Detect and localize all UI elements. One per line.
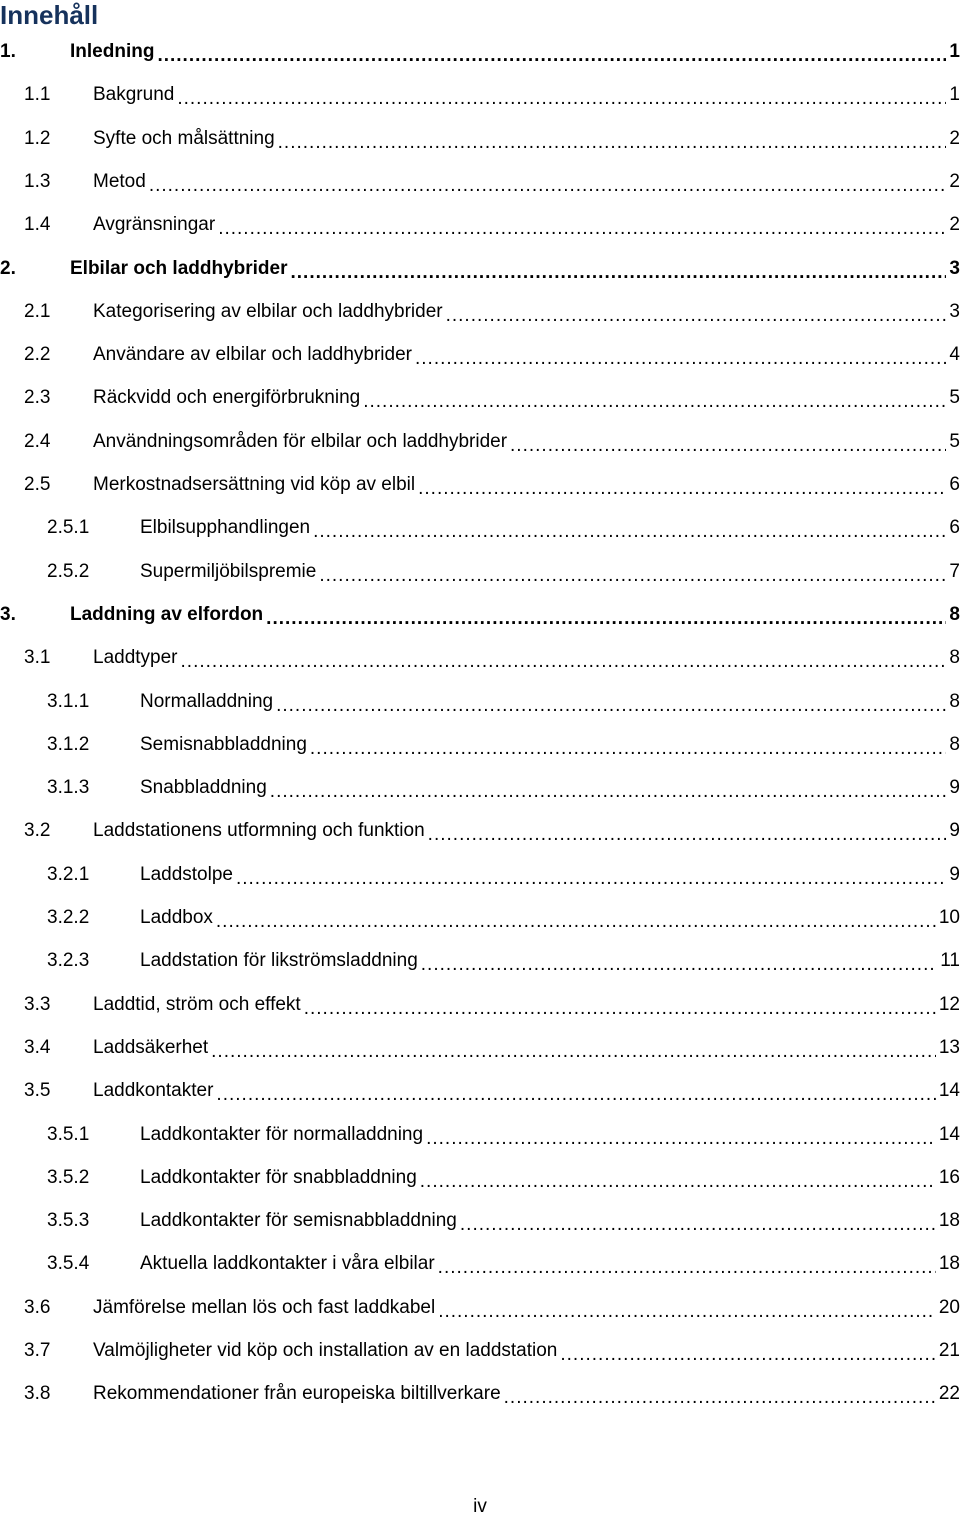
toc-entry[interactable] [0, 427, 960, 457]
dot-leader [415, 348, 946, 370]
dot-leader [426, 1128, 936, 1150]
toc-entry[interactable] [0, 513, 960, 543]
toc-entry-page: 1 [949, 84, 960, 106]
toc-entry-page: 8 [949, 603, 960, 625]
dot-leader [363, 391, 946, 413]
toc-entry-page: 3 [949, 257, 960, 279]
toc-entry[interactable] [0, 1293, 960, 1323]
toc-entry[interactable] [0, 773, 960, 803]
toc-entry-title: Valmöjligheter vid köp och installation av en laddstation [93, 1340, 558, 1361]
toc-entry-title: Bakgrund [93, 84, 175, 106]
toc-entry-title: Laddstationens utformning och funktion [93, 820, 425, 842]
toc-entry-title: Laddsäkerhet [93, 1036, 209, 1058]
toc-entry-number: 2.2 [24, 344, 51, 366]
dot-leader [304, 998, 936, 1020]
toc-entry[interactable] [0, 210, 960, 240]
toc-entry[interactable] [0, 37, 960, 67]
toc-entry-page: 8 [949, 733, 960, 755]
toc-entry-title: Laddtid, ström och effekt [93, 993, 301, 1015]
toc-heading: Innehåll [0, 0, 99, 30]
toc-entry-title: Supermiljöbilspremie [140, 560, 317, 582]
dot-leader [446, 305, 947, 327]
toc-entry-page: 11 [940, 950, 960, 972]
toc-entry-number: 1.2 [24, 127, 51, 149]
dot-leader [266, 608, 946, 630]
toc-entry[interactable] [0, 1379, 960, 1409]
dot-leader [418, 478, 946, 500]
toc-entry-page: 21 [938, 1340, 960, 1361]
toc-entry-page: 14 [938, 1123, 960, 1145]
toc-entry-page: 12 [938, 993, 960, 1015]
toc-entry-title: Syfte och målsättning [93, 127, 275, 149]
dot-leader [211, 1041, 936, 1063]
toc-entry-number: 3.5.2 [47, 1166, 90, 1188]
toc-entry-title: Semisnabbladdning [140, 733, 307, 755]
toc-entry-page: 9 [949, 777, 960, 799]
dot-leader [421, 954, 938, 976]
toc-entry-number: 2.1 [24, 300, 51, 322]
toc-entry-number: 3.7 [24, 1340, 51, 1361]
toc-entry-title: Räckvidd och energiförbrukning [93, 387, 361, 409]
toc-entry-number: 3.4 [24, 1036, 51, 1058]
toc-entry-number: 3.5.4 [47, 1253, 90, 1275]
dot-leader [157, 45, 946, 67]
toc-entry-title: Normalladdning [140, 690, 274, 712]
toc-entry-number: 1. [0, 41, 16, 62]
toc-entry-title: Jämförelse mellan lös och fast laddkabel [93, 1296, 436, 1318]
toc-entry[interactable] [0, 1336, 960, 1366]
toc-entry-number: 3.2 [24, 820, 51, 842]
toc-entry[interactable] [0, 254, 960, 284]
dot-leader [276, 695, 946, 717]
toc-entry[interactable] [0, 1033, 960, 1063]
dot-leader [438, 1257, 936, 1279]
toc-entry-page: 13 [938, 1036, 960, 1058]
toc-entry[interactable] [0, 80, 960, 110]
toc-entry[interactable] [0, 903, 960, 933]
toc-entry-number: 3.1.3 [47, 777, 90, 799]
toc-entry[interactable] [0, 1076, 960, 1106]
dot-leader [560, 1344, 935, 1366]
toc-entry-page: 9 [949, 863, 960, 885]
toc-entry-title: Rekommendationer från europeiska biltillverkare [93, 1383, 501, 1405]
toc-entry-number: 3.1 [24, 647, 51, 669]
dot-leader [278, 132, 947, 154]
toc-entry-title: Merkostnadsersättning vid köp av elbil [93, 474, 416, 495]
toc-entry[interactable] [0, 297, 960, 327]
dot-leader [310, 738, 947, 760]
toc-entry-number: 1.1 [24, 84, 51, 106]
toc-entry-number: 3.5 [24, 1080, 51, 1102]
toc-entry-page: 18 [938, 1210, 960, 1232]
toc-entry-page: 14 [938, 1080, 960, 1102]
toc-entry-title: Laddkontakter för normalladdning [140, 1123, 424, 1145]
toc-entry[interactable] [0, 1120, 960, 1150]
toc-entry-page: 10 [938, 907, 960, 928]
dot-leader [420, 1171, 936, 1193]
toc-entry-title: Kategorisering av elbilar och laddhybrider [93, 300, 443, 322]
dot-leader [216, 1084, 935, 1106]
toc-entry-title: Laddkontakter [93, 1080, 214, 1102]
toc-entry[interactable] [0, 946, 960, 976]
toc-entry-page: 16 [938, 1166, 960, 1188]
dot-leader [510, 435, 946, 457]
toc-entry-number: 2.5.2 [47, 560, 90, 582]
toc-entry-number: 2.4 [24, 430, 51, 452]
toc-entry-title: Användare av elbilar och laddhybrider [93, 344, 412, 366]
toc-entry-title: Laddkontakter för snabbladdning [140, 1166, 417, 1188]
dot-leader [149, 175, 947, 197]
toc-entry-page: 9 [949, 820, 960, 842]
toc-entry-page: 8 [949, 690, 960, 712]
toc-entry-number: 2.5 [24, 474, 51, 495]
toc-entry[interactable] [0, 1206, 960, 1236]
page-number: iv [473, 1496, 487, 1517]
toc-entry-page: 5 [949, 430, 960, 452]
toc-entry-title: Laddtyper [93, 647, 178, 669]
toc-entry[interactable] [0, 557, 960, 587]
toc-entry-title: Elbilar och laddhybrider [70, 257, 288, 279]
dot-leader [177, 88, 946, 110]
toc-entry-title: Laddning av elfordon [70, 603, 264, 625]
toc-entry-page: 2 [949, 170, 960, 192]
toc-entry-number: 3.1.2 [47, 733, 90, 755]
dot-leader [319, 565, 946, 587]
toc-entry[interactable] [0, 730, 960, 760]
dot-leader [460, 1214, 936, 1236]
toc-entry-title: Laddbox [140, 907, 213, 928]
toc-entry-page: 7 [949, 560, 960, 582]
toc-entry-page: 6 [949, 517, 960, 539]
toc-entry-number: 2. [0, 257, 16, 279]
toc-entry-title: Avgränsningar [93, 214, 216, 236]
toc-entry-number: 3.5.1 [47, 1123, 90, 1145]
toc-entry-page: 2 [949, 214, 960, 236]
toc-entry-number: 3.3 [24, 993, 51, 1015]
toc-entry-page: 5 [949, 387, 960, 409]
toc-entry[interactable] [0, 1249, 960, 1279]
toc-entry[interactable] [0, 383, 960, 413]
dot-leader [218, 218, 946, 240]
toc-entry[interactable] [0, 687, 960, 717]
toc-entry-title: Aktuella laddkontakter i våra elbilar [140, 1253, 435, 1275]
toc-entry-page: 4 [949, 344, 960, 366]
toc-entry-page: 1 [949, 41, 960, 62]
toc-entry[interactable] [0, 860, 960, 890]
dot-leader [438, 1301, 936, 1323]
toc-entry-title: Metod [93, 170, 146, 192]
toc-entry-number: 3.2.2 [47, 907, 90, 928]
toc-entry[interactable] [0, 600, 960, 630]
toc-entry-number: 1.4 [24, 214, 51, 236]
dot-leader [291, 262, 947, 284]
toc-entry-page: 2 [949, 127, 960, 149]
toc-entry[interactable] [0, 816, 960, 846]
toc-entry-title: Elbilsupphandlingen [140, 517, 311, 539]
toc-entry-page: 6 [949, 474, 960, 495]
toc-entry[interactable] [0, 124, 960, 154]
dot-leader [236, 868, 946, 890]
toc-entry-page: 18 [938, 1253, 960, 1275]
toc-entry-title: Användningsområden för elbilar och laddhybrider [93, 430, 508, 452]
toc-entry-page: 20 [938, 1296, 960, 1318]
toc-entry-number: 3.2.1 [47, 863, 90, 885]
toc-entry-title: Laddstolpe [140, 863, 233, 885]
toc-entry-number: 3.8 [24, 1383, 51, 1405]
dot-leader [216, 911, 936, 933]
toc-entry[interactable] [0, 167, 960, 197]
toc-entry-number: 2.3 [24, 387, 51, 409]
toc-entry[interactable] [0, 990, 960, 1020]
toc-entry[interactable] [0, 1163, 960, 1193]
toc-entry-title: Laddstation för likströmsladdning [140, 950, 418, 972]
dot-leader [313, 521, 946, 543]
dot-leader [181, 651, 947, 673]
toc-entry-number: 3. [0, 603, 16, 625]
toc-entry[interactable] [0, 340, 960, 370]
toc-entry-title: Snabbladdning [140, 777, 267, 799]
dot-leader [270, 781, 947, 803]
toc-entry-number: 2.5.1 [47, 517, 90, 539]
toc-entry-page: 8 [949, 647, 960, 669]
toc-entry[interactable] [0, 470, 960, 500]
dot-leader [504, 1387, 936, 1409]
toc-entry-number: 3.2.3 [47, 950, 90, 972]
toc-entry-number: 3.1.1 [47, 690, 90, 712]
toc-entry-number: 1.3 [24, 170, 51, 192]
toc-entry-page: 22 [938, 1383, 960, 1405]
toc-entry-page: 3 [949, 300, 960, 322]
dot-leader [428, 824, 947, 846]
toc-entry-number: 3.5.3 [47, 1210, 90, 1232]
toc-entry[interactable] [0, 643, 960, 673]
toc-entry-title: Laddkontakter för semisnabbladdning [140, 1210, 457, 1232]
toc-entry-title: Inledning [70, 41, 155, 62]
toc-entry-number: 3.6 [24, 1296, 51, 1318]
